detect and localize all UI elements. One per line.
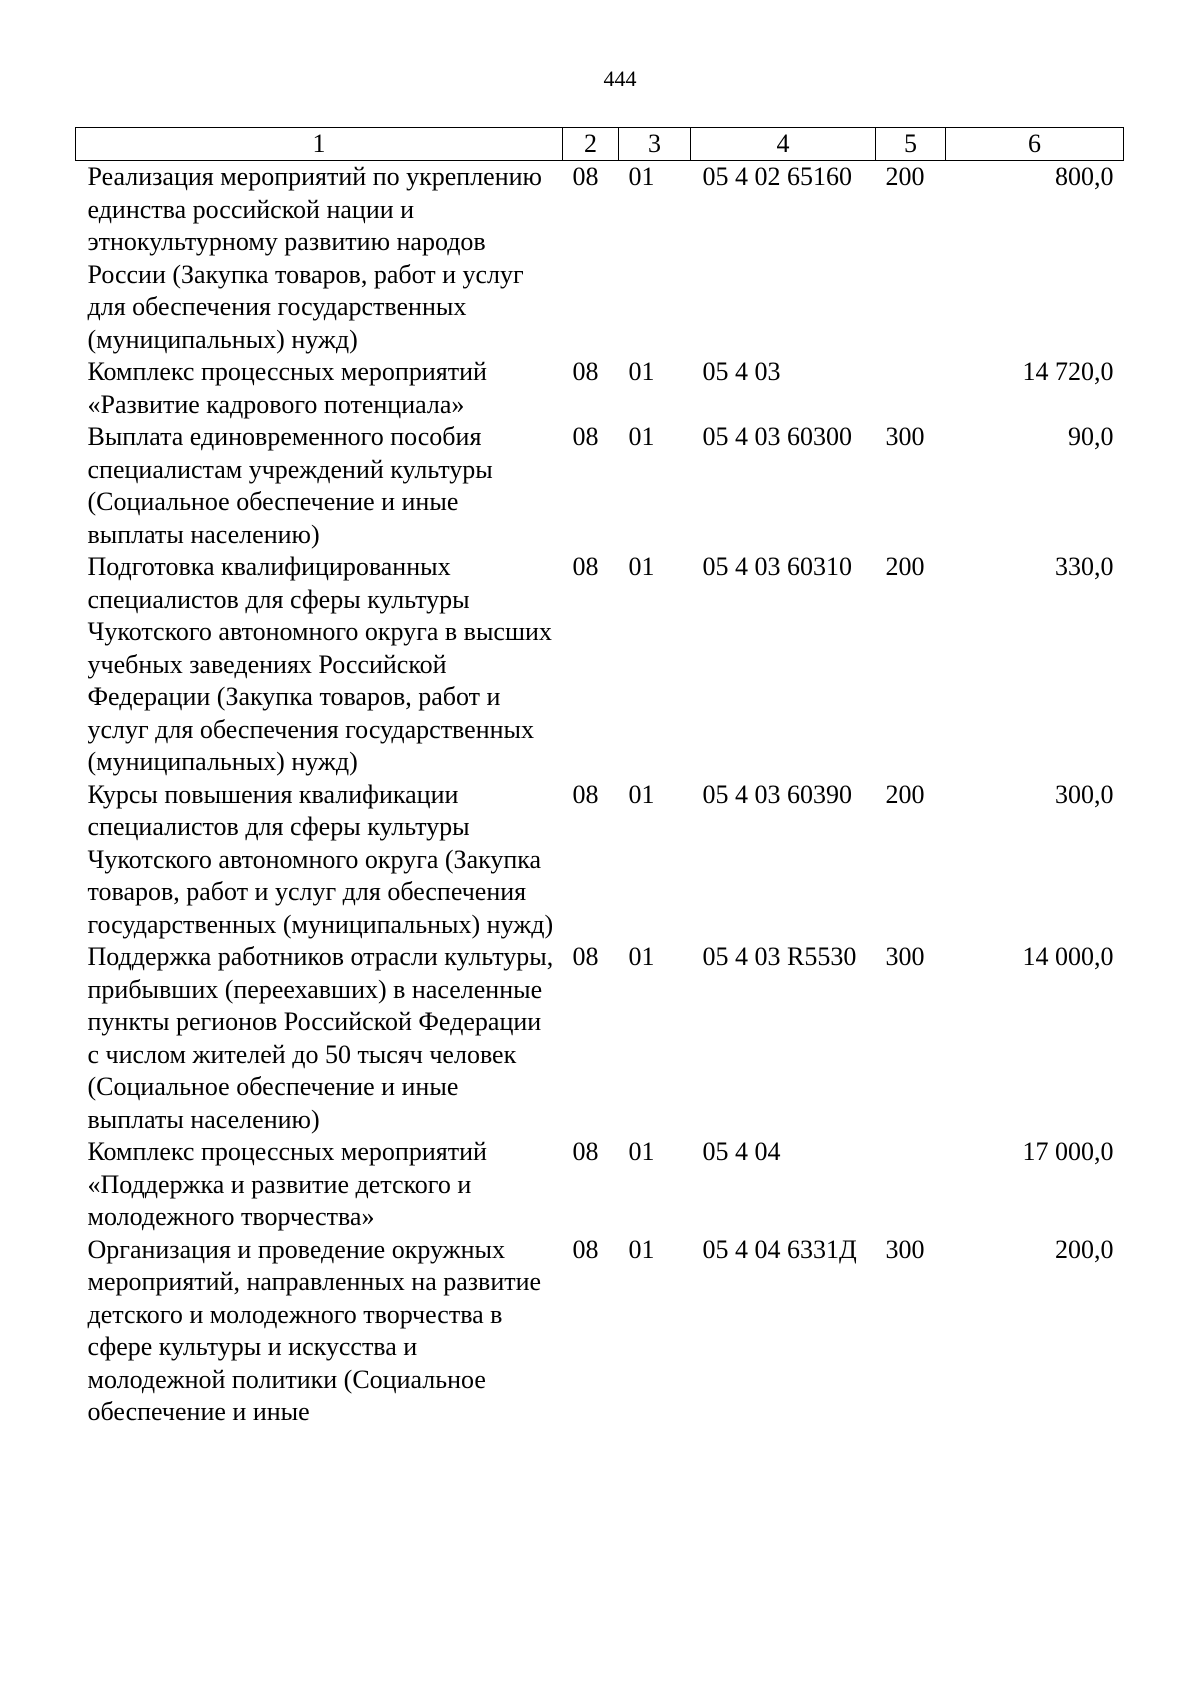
- header-col-2: 2: [563, 128, 619, 161]
- row-target-code: 05 4 03 R5530: [702, 942, 857, 971]
- table-row: [76, 1136, 1124, 1234]
- row-name: Организация и проведение окружных мероприятий, направленных на развитие детского и молодежного творчества в сфере культуры и искусства и молодежной политики (Социальное обеспечение и иные: [87, 1234, 542, 1426]
- header-col-3: 3: [619, 128, 691, 161]
- row-amount: 17 000,0: [1022, 1137, 1114, 1166]
- row-expense-type: [876, 356, 946, 421]
- row-name: Выплата единовременного пособия специалистам учреждений культуры (Социальное обеспечение и иные выплаты населению): [87, 422, 493, 549]
- row-subsection: 01: [628, 779, 655, 809]
- row-section: 08: [572, 162, 599, 191]
- row-expense-type: 300: [885, 942, 925, 971]
- header-col-6: 6: [946, 128, 1124, 161]
- row-subsection: 01: [628, 357, 655, 386]
- row-expense-type: 300: [885, 422, 925, 451]
- row-target-code: 05 4 04: [702, 1137, 781, 1166]
- row-amount: 90,0: [1068, 422, 1114, 451]
- budget-table: [75, 127, 1124, 1429]
- row-amount: 330,0: [1055, 552, 1114, 581]
- row-amount: 14 000,0: [1022, 942, 1114, 971]
- row-section: 08: [572, 1234, 599, 1264]
- row-expense-type: 300: [885, 1234, 925, 1264]
- header-row: [76, 128, 1124, 161]
- table-row: [76, 779, 1124, 942]
- row-section: 08: [572, 422, 599, 451]
- row-expense-type: 200: [885, 162, 925, 191]
- table-row: [76, 941, 1124, 1136]
- row-target-code: 05 4 03: [702, 357, 781, 386]
- row-expense-type: 200: [885, 552, 925, 581]
- header-col-1: 1: [76, 128, 563, 161]
- row-name: Подготовка квалифицированных специалистов для сферы культуры Чукотского автономного округа в высших учебных заведениях Российской Федерации (Закупка товаров, работ и услуг для обеспечения государственных (муниципальных) нужд): [87, 552, 552, 776]
- header-col-4: 4: [691, 128, 876, 161]
- row-amount: 200,0: [1055, 1234, 1114, 1264]
- row-name: Комплекс процессных мероприятий «Поддержка и развитие детского и молодежного творчества»: [87, 1137, 487, 1231]
- row-name: Реализация мероприятий по укреплению единства российской нации и этнокультурному развитию народов России (Закупка товаров, работ и услуг для обеспечения государственных (муниципальных) нужд): [87, 162, 542, 354]
- table-row: [76, 551, 1124, 779]
- table-row: [76, 161, 1124, 357]
- row-section: 08: [572, 552, 599, 581]
- table-row: [76, 421, 1124, 551]
- page-number: 444: [603, 66, 637, 91]
- row-subsection: 01: [628, 162, 655, 191]
- row-target-code: 05 4 04 6331Д: [702, 1234, 857, 1264]
- row-subsection: 01: [628, 942, 655, 971]
- row-section: 08: [572, 779, 599, 809]
- row-expense-type: 200: [885, 779, 925, 809]
- row-target-code: 05 4 03 60300: [702, 422, 852, 451]
- row-name: Комплекс процессных мероприятий «Развитие кадрового потенциала»: [87, 357, 487, 419]
- row-name: Курсы повышения квалификации специалистов для сферы культуры Чукотского автономного округа (Закупка товаров, работ и услуг для обеспечения государственных (муниципальных) нужд): [87, 779, 554, 939]
- row-subsection: 01: [628, 552, 655, 581]
- row-amount: 800,0: [1055, 162, 1114, 191]
- row-section: 08: [572, 1137, 599, 1166]
- row-section: 08: [572, 942, 599, 971]
- row-amount: 14 720,0: [1022, 357, 1114, 386]
- table-row: [76, 1234, 1124, 1429]
- row-subsection: 01: [628, 1234, 655, 1264]
- row-subsection: 01: [628, 422, 655, 451]
- row-section: 08: [572, 357, 599, 386]
- row-subsection: 01: [628, 1137, 655, 1166]
- header-col-5: 5: [876, 128, 946, 161]
- row-target-code: 05 4 03 60310: [702, 552, 852, 581]
- row-amount: 300,0: [1055, 779, 1114, 809]
- row-target-code: 05 4 02 65160: [702, 162, 852, 191]
- table-body: [76, 161, 1124, 1429]
- row-expense-type: [876, 1136, 946, 1234]
- table-header: [76, 128, 1124, 161]
- table-row: [76, 356, 1124, 421]
- row-name: Поддержка работников отрасли культуры, прибывших (переехавших) в населенные пункты регионов Российской Федерации с числом жителей до 50 тысяч человек (Социальное обеспечение и иные выплаты населению): [87, 942, 554, 1134]
- row-target-code: 05 4 03 60390: [702, 779, 852, 809]
